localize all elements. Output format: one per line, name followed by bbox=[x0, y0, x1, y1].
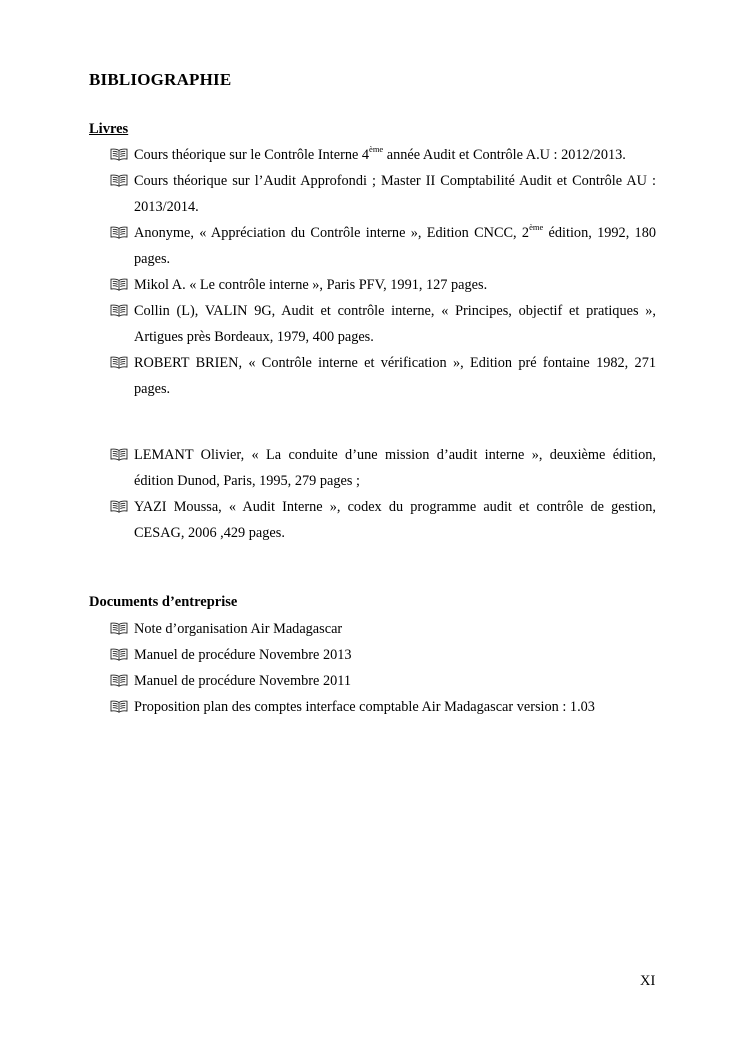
bibliography-entry bbox=[110, 642, 656, 668]
bibliography-entry bbox=[110, 298, 656, 350]
open-book-icon bbox=[110, 148, 128, 161]
entry-text-main: LEMANT Olivier, « La conduite d’une mission d’audit interne », deuxième édition, édition Dunod, Paris, 1995, 279 pages ; bbox=[134, 447, 656, 489]
open-book-icon bbox=[110, 700, 128, 713]
section-heading-documents: Documents d’entreprise bbox=[89, 594, 238, 610]
entry-text bbox=[134, 298, 656, 350]
entry-superscript: ème bbox=[529, 222, 544, 232]
entry-text bbox=[134, 442, 656, 494]
bibliography-entry bbox=[110, 442, 656, 494]
open-book-icon bbox=[110, 304, 128, 317]
entry-text-main: Manuel de procédure Novembre 2013 bbox=[134, 647, 352, 663]
bibliography-entry bbox=[110, 350, 656, 402]
bibliography-entry bbox=[110, 168, 656, 220]
livres-list-continued bbox=[110, 442, 656, 546]
bibliography-entry bbox=[110, 668, 656, 694]
open-book-icon bbox=[110, 356, 128, 369]
entry-text-main: Mikol A. « Le contrôle interne », Paris PFV, 1991, 127 pages. bbox=[134, 277, 488, 293]
open-book-icon bbox=[110, 448, 128, 461]
entry-text-main: ROBERT BRIEN, « Contrôle interne et vérification », Edition pré fontaine 1982, 271 pages. bbox=[134, 355, 656, 397]
page-number: XI bbox=[640, 973, 656, 989]
bibliography-entry bbox=[110, 494, 656, 546]
entry-text bbox=[134, 220, 656, 272]
bibliography-entry bbox=[110, 272, 656, 298]
open-book-icon bbox=[110, 174, 128, 187]
bibliography-entry bbox=[110, 694, 656, 720]
page-title: BIBLIOGRAPHIE bbox=[89, 70, 232, 89]
open-book-icon bbox=[110, 500, 128, 513]
entry-text bbox=[134, 494, 656, 546]
entry-text bbox=[134, 642, 656, 668]
bibliography-entry bbox=[110, 220, 656, 272]
entry-text-rest: édition, 1992, 180 pages. bbox=[134, 225, 656, 267]
bibliography-entry bbox=[110, 616, 656, 642]
entry-text bbox=[134, 668, 656, 694]
section-heading-livres: Livres bbox=[89, 121, 129, 137]
open-book-icon bbox=[110, 674, 128, 687]
open-book-icon bbox=[110, 622, 128, 635]
bibliography-entry bbox=[110, 142, 656, 168]
entry-text bbox=[134, 694, 656, 720]
entry-text bbox=[134, 350, 656, 402]
entry-text-main: YAZI Moussa, « Audit Interne », codex du programme audit et contrôle de gestion, CESAG, 2006 ,429 pages. bbox=[134, 499, 656, 541]
entry-text bbox=[134, 168, 656, 220]
entry-text-main: Manuel de procédure Novembre 2011 bbox=[134, 673, 352, 689]
entry-text-main: Note d’organisation Air Madagascar bbox=[134, 621, 343, 637]
open-book-icon bbox=[110, 278, 128, 291]
entry-text bbox=[134, 272, 656, 298]
entry-text bbox=[134, 616, 656, 642]
entry-text-main: Cours théorique sur l’Audit Approfondi ; Master II Comptabilité Audit et Contrôle AU : 2013/2014. bbox=[134, 173, 656, 215]
entry-text-main: Collin (L), VALIN 9G, Audit et contrôle interne, « Principes, objectif et pratiques », Artigues près Bordeaux, 1979, 400 pages. bbox=[134, 303, 656, 345]
entry-text-main: Cours théorique sur le Contrôle Interne 4 bbox=[134, 147, 370, 163]
entry-text-rest: année Audit et Contrôle A.U : 2012/2013. bbox=[383, 147, 626, 163]
open-book-icon bbox=[110, 226, 128, 239]
entry-superscript: ème bbox=[369, 144, 384, 154]
open-book-icon bbox=[110, 648, 128, 661]
entry-text-main: Proposition plan des comptes interface comptable Air Madagascar version : 1.03 bbox=[134, 699, 595, 715]
documents-list bbox=[110, 616, 656, 720]
entry-text bbox=[134, 142, 656, 168]
entry-text-main: Anonyme, « Appréciation du Contrôle interne », Edition CNCC, 2 bbox=[134, 225, 530, 241]
livres-list bbox=[110, 142, 656, 402]
